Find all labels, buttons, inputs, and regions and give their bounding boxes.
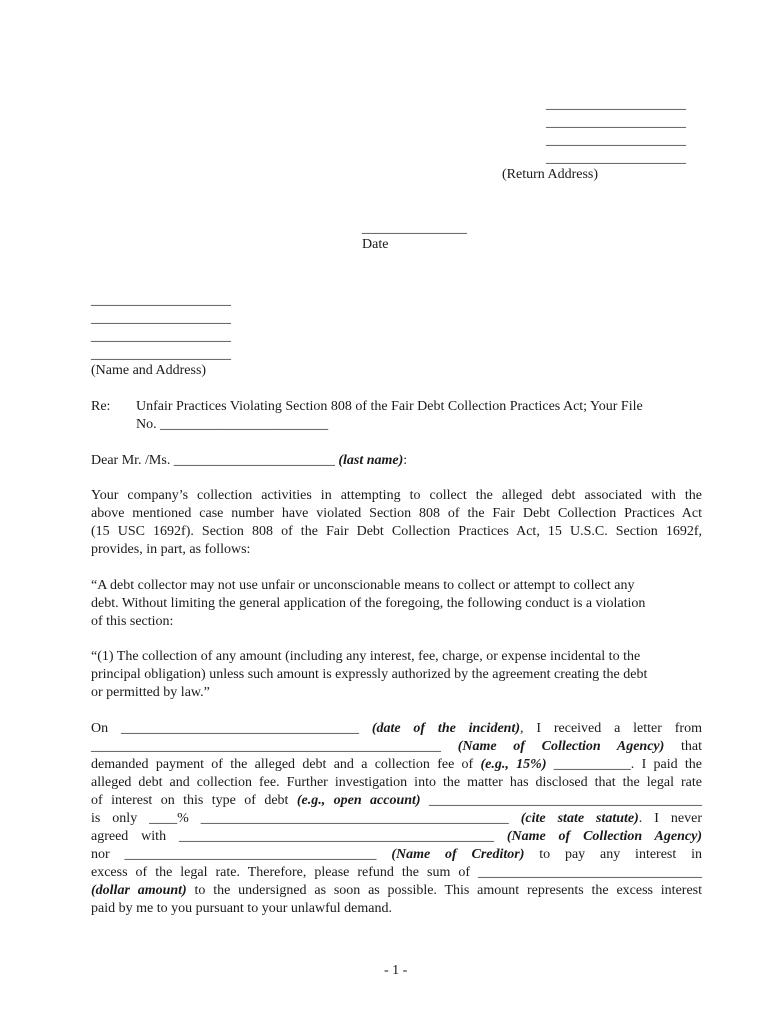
claim-line-10: (dollar amount) to the undersigned as soon as possible. This amount represents the excess interest xyxy=(91,883,702,898)
paragraph-claim xyxy=(91,720,702,918)
return-address-line-2[interactable]: ____________________ xyxy=(546,115,686,130)
recipient-line-1[interactable]: ____________________ xyxy=(91,293,231,308)
recipient-line-2[interactable]: ____________________ xyxy=(91,311,231,326)
paragraph-intro-line: provides, in part, as follows: xyxy=(91,542,251,557)
collection-agency-placeholder: (Name of Collection Agency) xyxy=(457,739,665,754)
claim-line-8[interactable]: nor ____________________________________ (Name of Creditor) to pay any interest in xyxy=(91,847,702,862)
collection-agency-placeholder-2: (Name of Collection Agency) xyxy=(506,829,702,844)
claim-line-6[interactable]: is only ____% ____________________________________________ (cite state statute). I never xyxy=(91,811,702,826)
return-address-line-1[interactable]: ____________________ xyxy=(546,97,686,112)
return-address-line-4[interactable]: ____________________ xyxy=(546,151,686,166)
paragraph-intro-line: above mentioned case number have violated Section 808 of the Fair Debt Collection Practices Act xyxy=(91,506,702,521)
claim-line-4: alleged debt and collection fee. Further investigation into the matter has disclosed that the legal rate xyxy=(91,775,702,790)
quote-statute xyxy=(91,577,702,631)
quote-statute-line: “A debt collector may not use unfair or unconscionable means to collect or attempt to collect any xyxy=(91,578,635,593)
quote-subsection-line: or permitted by law.” xyxy=(91,685,210,700)
state-statute-placeholder: (cite state statute) xyxy=(520,811,639,826)
claim-line-5[interactable]: of interest on this type of debt (e.g., open account) _______________________________________ xyxy=(91,793,703,808)
salutation xyxy=(91,452,407,470)
recipient-label: (Name and Address) xyxy=(91,363,207,378)
date-label: Date xyxy=(362,237,389,252)
date-of-incident-placeholder: (date of the incident) xyxy=(371,721,520,736)
paragraph-intro-line: Your company’s collection activities in attempting to collect the alleged debt associated with the xyxy=(91,488,702,503)
creditor-placeholder: (Name of Creditor) xyxy=(391,847,525,862)
date-line[interactable]: _______________ xyxy=(362,221,467,236)
paragraph-intro xyxy=(91,487,702,559)
paragraph-intro-line: (15 USC 1692f). Section 808 of the Fair Debt Collection Practices Act, 15 U.S.C. Section 1692f, xyxy=(91,524,702,539)
recipient-line-3[interactable]: ____________________ xyxy=(91,329,231,344)
recipient-line-4[interactable]: ____________________ xyxy=(91,347,231,362)
claim-line-1[interactable]: On __________________________________ (date of the incident), I received a letter from xyxy=(91,721,702,736)
claim-line-7[interactable]: agreed with _____________________________________________ (Name of Collection Agency) xyxy=(91,829,702,844)
re-subject-line-2[interactable]: No. ________________________ xyxy=(136,417,329,432)
salutation-end: : xyxy=(403,453,408,468)
salutation-text[interactable]: Dear Mr. /Ms. _______________________ xyxy=(91,453,339,468)
debt-type-placeholder: (e.g., open account) xyxy=(296,793,421,808)
quote-statute-line: of this section: xyxy=(91,614,174,629)
return-address-line-3[interactable]: ____________________ xyxy=(546,133,686,148)
quote-statute-line: debt. Without limiting the general application of the foregoing, the following conduct is a violation xyxy=(91,596,646,611)
quote-subsection-line: principal obligation) unless such amount is expressly authorized by the agreement creating the debt xyxy=(91,667,648,682)
salutation-placeholder: (last name) xyxy=(338,453,404,468)
fee-percent-placeholder: (e.g., 15%) xyxy=(480,757,547,772)
page-number: - 1 - xyxy=(384,963,408,978)
return-address-label: (Return Address) xyxy=(502,167,599,182)
claim-line-2[interactable]: __________________________________________________ (Name of Collection Agency) that xyxy=(91,739,702,754)
claim-line-9[interactable]: excess of the legal rate. Therefore, please refund the sum of ________________________________ xyxy=(91,865,702,880)
re-label: Re: xyxy=(91,399,111,414)
claim-line-11: paid by me to you pursuant to your unlawful demand. xyxy=(91,901,392,916)
quote-subsection-line: “(1) The collection of any amount (including any interest, fee, charge, or expense incidental to the xyxy=(91,649,641,664)
claim-line-3[interactable]: demanded payment of the alleged debt and a collection fee of (e.g., 15%) ___________. I paid the xyxy=(91,757,702,772)
re-subject-line-1: Unfair Practices Violating Section 808 of the Fair Debt Collection Practices Act; Your File xyxy=(136,399,643,414)
quote-subsection xyxy=(91,648,702,702)
dollar-amount-placeholder: (dollar amount) xyxy=(91,883,187,898)
